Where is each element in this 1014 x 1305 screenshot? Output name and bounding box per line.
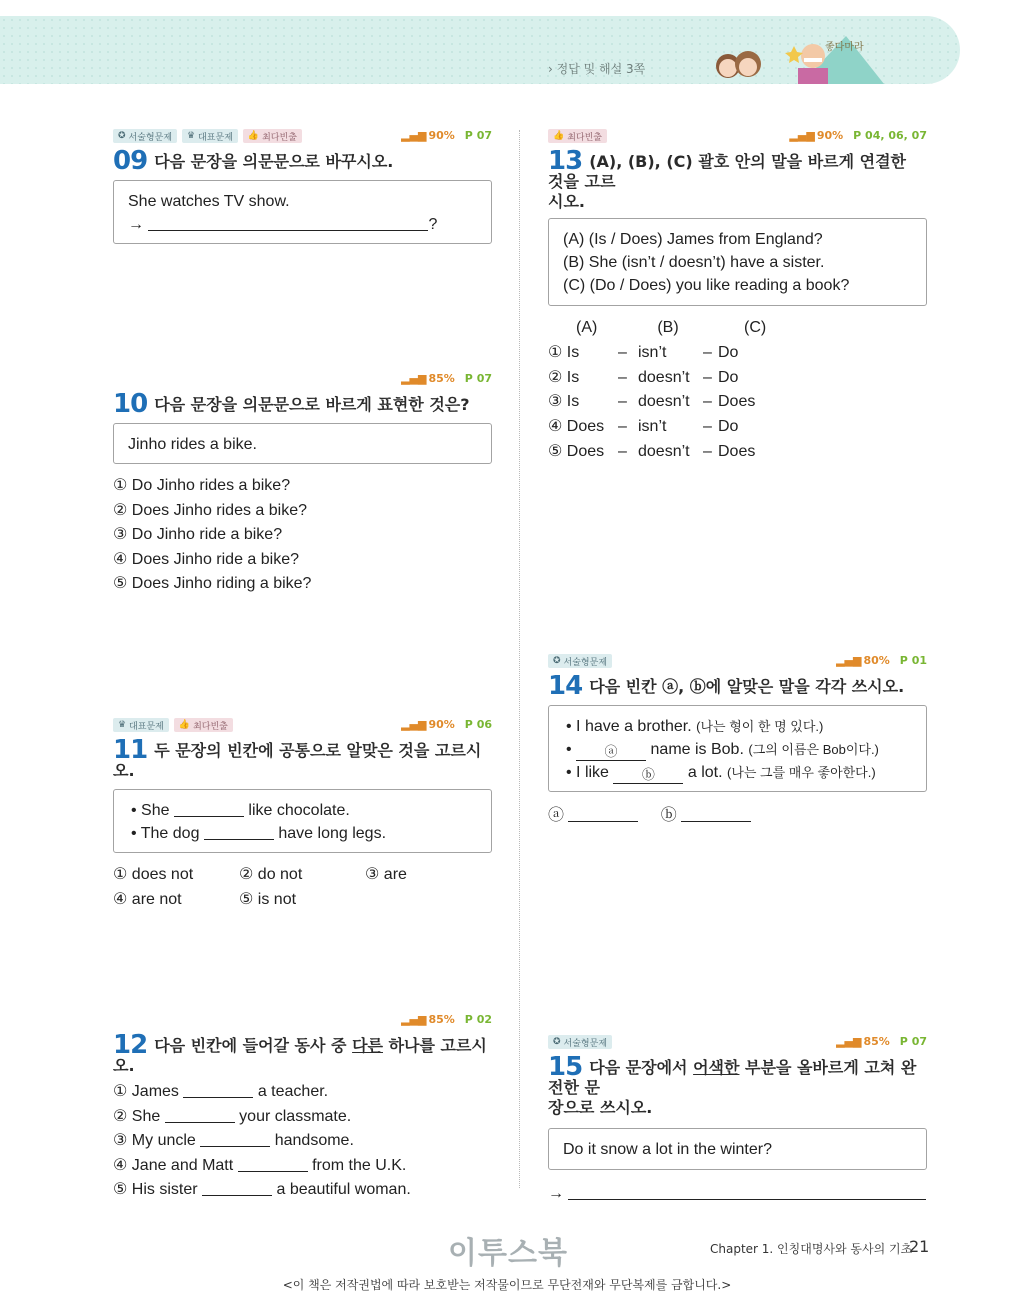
page-ref: P 02 <box>464 1013 492 1026</box>
tag-frequent: 👍 최다빈출 <box>548 129 607 143</box>
question-title: 12 다음 빈칸에 들어갈 동사 중 다른 하나를 고르시오. <box>113 1030 487 1075</box>
options-list <box>113 1080 492 1203</box>
options-list <box>548 341 927 465</box>
page-ref: P 04, 06, 07 <box>853 129 927 142</box>
copyright-notice: <이 책은 저작권법에 따라 보호받는 저작물이므로 무단전재와 무단복제를 금합니다.> <box>282 1278 732 1292</box>
question-title: 15 다음 문장에서 어색한 부분을 올바르게 고쳐 완전한 문 장으로 쓰시오. <box>548 1052 917 1117</box>
option[interactable]: ③ Is – doesn’t – Does <box>548 393 756 411</box>
crown-icon: ♛ <box>187 131 196 141</box>
blank[interactable] <box>174 801 244 817</box>
bar-chart-icon: ▂▄▆ <box>789 129 815 142</box>
blank[interactable] <box>204 824 274 840</box>
page-ref: P 07 <box>899 1035 927 1048</box>
answer-a-line[interactable] <box>568 806 638 822</box>
page-ref: P 06 <box>464 718 492 731</box>
bar-chart-icon: ▂▄▆ <box>836 1035 862 1048</box>
option[interactable]: ⑤ Does – doesn’t – Does <box>548 442 756 460</box>
correct-rate: ▂▄▆ 85% <box>401 372 455 385</box>
thumbs-up-icon: 👍 <box>178 720 191 730</box>
option[interactable]: ④ Does – isn’t – Do <box>548 418 739 436</box>
question-13 <box>548 129 927 465</box>
question-title: 13 (A), (B), (C) 괄호 안의 말을 바르게 연결한 것을 고르 시오. <box>548 146 907 211</box>
question-11 <box>113 718 492 912</box>
sentence-box: (A) (Is / Does) James from England? (B) She (isn’t / doesn’t) have a sister. (C) (Do / Does) you like reading a book? <box>548 218 927 306</box>
tag-essay: ✪ 서술형문제 <box>548 1035 612 1049</box>
option[interactable]: ⑤ is not <box>239 890 297 908</box>
question-title: 10 다음 문장을 의문문으로 바르게 표현한 것은? <box>113 389 470 419</box>
correct-rate: ▂▄▆ 90% <box>401 718 455 731</box>
thumbs-up-icon: 👍 <box>247 131 260 141</box>
option[interactable]: ① Is – isn’t – Do <box>548 343 739 361</box>
option[interactable]: ② Does Jinho rides a bike? <box>113 501 307 519</box>
thumbs-up-icon: 👍 <box>553 131 565 141</box>
answer-line[interactable] <box>148 215 428 231</box>
question-15 <box>548 1035 927 1207</box>
answer-area: → <box>548 1182 927 1207</box>
publisher-logo: 이투스북 <box>448 1236 568 1271</box>
option[interactable]: ② do not <box>239 866 303 883</box>
question-14 <box>548 654 927 829</box>
option[interactable]: ① Do Jinho rides a bike? <box>113 477 291 494</box>
option[interactable]: ① does not <box>113 866 194 883</box>
bar-chart-icon: ▂▄▆ <box>401 718 427 731</box>
question-10 <box>113 372 492 597</box>
option[interactable]: ③ Do Jinho ride a bike? <box>113 526 283 544</box>
sentence-box: • She like chocolate. • The dog have long legs. <box>113 789 492 853</box>
option[interactable]: ④ Does Jinho ride a bike? <box>113 550 299 568</box>
chapter-title: Chapter 1. 인칭대명사와 동사의 기초 <box>710 1242 913 1256</box>
option[interactable]: ③ My uncle handsome. <box>113 1132 354 1150</box>
tag-representative: ♛ 대표문제 <box>182 129 238 143</box>
bar-chart-icon: ▂▄▆ <box>836 654 862 667</box>
option[interactable]: ⑤ Does Jinho riding a bike? <box>113 575 312 593</box>
question-12 <box>113 1013 492 1203</box>
correct-rate: ▂▄▆ 80% <box>836 654 890 667</box>
medal-icon: ✪ <box>118 131 126 141</box>
correct-rate: ▂▄▆ 85% <box>836 1035 890 1048</box>
question-title: 09 다음 문장을 의문문으로 바꾸시오. <box>113 146 394 176</box>
sentence-box: Jinho rides a bike. <box>113 423 492 464</box>
tag-essay: ✪ 서술형문제 <box>113 129 177 143</box>
option[interactable]: ③ are <box>365 866 407 883</box>
correct-rate: ▂▄▆ 85% <box>401 1013 455 1026</box>
medal-icon: ✪ <box>553 1037 561 1047</box>
tag-representative: ♛ 대표문제 <box>113 718 169 732</box>
options-list <box>113 474 492 597</box>
bar-chart-icon: ▂▄▆ <box>401 372 427 385</box>
page-ref: P 01 <box>899 654 927 667</box>
options-list <box>113 863 492 912</box>
option[interactable]: ⑤ His sister a beautiful woman. <box>113 1181 411 1199</box>
page-ref: P 07 <box>464 372 492 385</box>
correct-rate: ▂▄▆ 90% <box>789 129 844 142</box>
bar-chart-icon: ▂▄▆ <box>401 129 427 142</box>
speech-text: 좋다마라 <box>825 42 864 53</box>
option[interactable]: ① James a teacher. <box>113 1083 329 1100</box>
crown-icon: ♛ <box>118 720 127 730</box>
tag-frequent: 👍 최다빈출 <box>243 129 302 143</box>
sentence-box: Do it snow a lot in the winter? <box>548 1128 927 1170</box>
answer-reference: › 정답 및 해설 3쪽 <box>548 62 646 76</box>
column-divider <box>519 130 520 1188</box>
sentence-box: • I have a brother. (나는 형이 한 명 있다.) • ⓐ name is Bob. (그의 이름은 Bob이다.) • I like ⓑ a lot. (나는 그를 매우 좋아한다.) <box>548 705 927 792</box>
answer-line[interactable] <box>568 1184 926 1200</box>
correct-rate: ▂▄▆ 90% <box>401 129 455 142</box>
bar-chart-icon: ▂▄▆ <box>401 1013 427 1026</box>
question-09 <box>113 129 492 244</box>
medal-icon: ✪ <box>553 656 561 666</box>
option[interactable]: ④ Jane and Matt from the U.K. <box>113 1156 407 1174</box>
page-ref: P 07 <box>464 129 492 142</box>
page-number: 21 <box>909 1237 930 1256</box>
characters-illustration <box>706 26 886 84</box>
question-title: 11 두 문장의 빈칸에 공통으로 알맞은 것을 고르시오. <box>113 735 482 780</box>
answer-b-line[interactable] <box>681 806 751 822</box>
answer-lines: ⓐ ⓑ <box>548 804 927 829</box>
sentence-box: She watches TV show. → ? <box>113 180 492 244</box>
question-title: 14 다음 빈칸 ⓐ, ⓑ에 알맞은 말을 각각 쓰시오. <box>548 671 905 701</box>
option[interactable]: ④ are not <box>113 890 182 908</box>
answer-table: (A) (B) (C) <box>576 319 767 336</box>
tag-essay: ✪ 서술형문제 <box>548 654 612 668</box>
tag-frequent: 👍 최다빈출 <box>174 718 233 732</box>
option[interactable]: ② Is – doesn’t – Do <box>548 368 739 386</box>
option[interactable]: ② She your classmate. <box>113 1107 352 1125</box>
